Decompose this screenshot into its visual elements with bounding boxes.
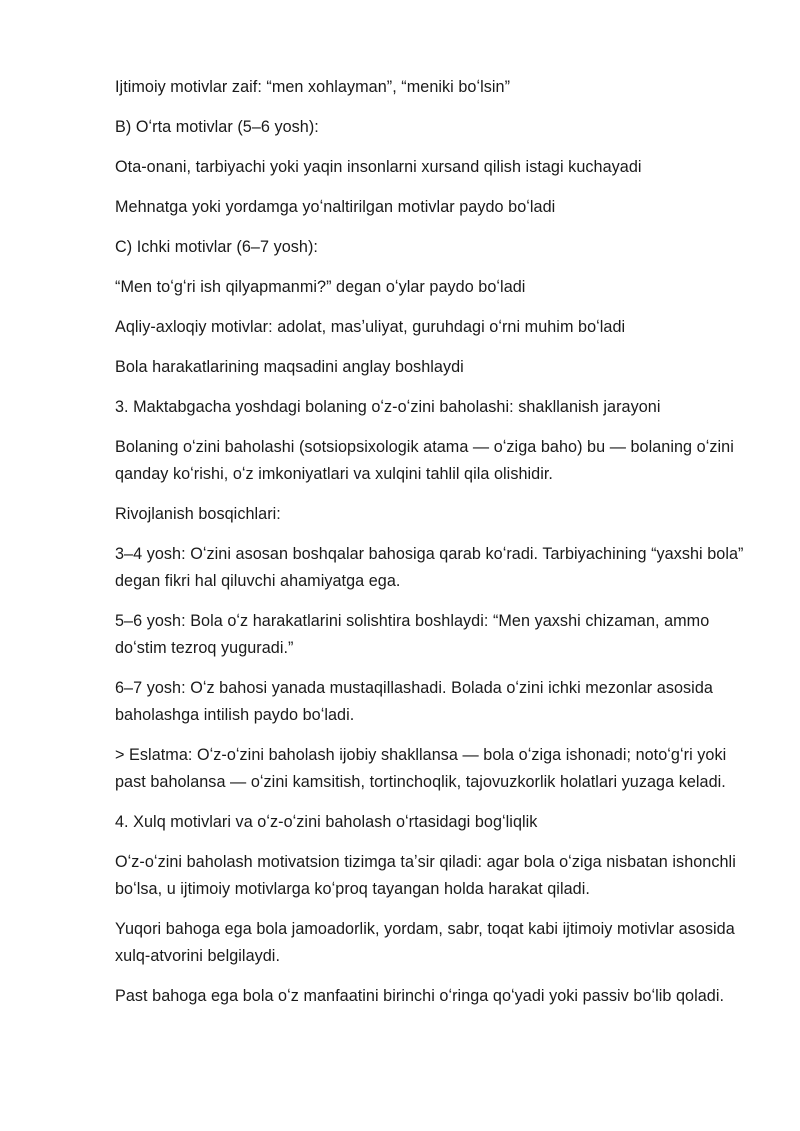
section-heading: C) Ichki motivlar (6–7 yosh): — [115, 238, 318, 256]
paragraph: Ijtimoiy motivlar zaif: “men xohlayman”, “meniki boʻlsin” — [115, 78, 511, 96]
section-heading: 3. Maktabgacha yoshdagi bolaning oʻz-oʻzini baholashi: shakllanish jarayoni — [115, 398, 661, 416]
note-paragraph: > Eslatma: Oʻz-oʻzini baholash ijobiy shakllansa — bola oʻziga ishonadi; notoʻgʻri yoki past baholansa — oʻzini kamsitish, tortinchoqlik, tajovuzkorlik holatlari yuzaga keladi. — [115, 746, 727, 791]
paragraph: 6–7 yosh: Oʻz bahosi yanada mustaqillashadi. Bolada oʻzini ichki mezonlar asosida baholashga intilish paydo boʻladi. — [115, 679, 713, 724]
section-heading: B) Oʻrta motivlar (5–6 yosh): — [115, 118, 319, 136]
paragraph: Aqliy-axloqiy motivlar: adolat, masʼuliyat, guruhdagi oʻrni muhim boʻladi — [115, 318, 626, 336]
paragraph: Mehnatga yoki yordamga yoʻnaltirilgan motivlar paydo boʻladi — [115, 198, 556, 216]
paragraph: Yuqori bahoga ega bola jamoadorlik, yordam, sabr, toqat kabi ijtimoiy motivlar asosida xulq-atvorini belgilaydi. — [115, 920, 735, 965]
paragraph: Oʻz-oʻzini baholash motivatsion tizimga taʼsir qiladi: agar bola oʻziga nisbatan ishonchli boʻlsa, u ijtimoiy motivlarga koʻproq tayangan holda harakat qiladi. — [115, 853, 736, 898]
paragraph: “Men toʻgʻri ish qilyapmanmi?” degan oʻylar paydo boʻladi — [115, 278, 526, 296]
section-heading: Rivojlanish bosqichlari: — [115, 505, 281, 523]
paragraph: Bola harakatlarining maqsadini anglay boshlaydi — [115, 358, 464, 376]
paragraph: 3–4 yosh: Oʻzini asosan boshqalar bahosiga qarab koʻradi. Tarbiyachining “yaxshi bola” degan fikri hal qiluvchi ahamiyatga ega. — [115, 545, 744, 590]
paragraph: Past bahoga ega bola oʻz manfaatini birinchi oʻringa qoʻyadi yoki passiv boʻlib qoladi. — [115, 987, 725, 1005]
paragraph: Ota-onani, tarbiyachi yoki yaqin insonlarni xursand qilish istagi kuchayadi — [115, 158, 642, 176]
paragraph: 5–6 yosh: Bola oʻz harakatlarini solishtira boshlaydi: “Men yaxshi chizaman, ammo doʻstim tezroq yuguradi.” — [115, 612, 710, 657]
paragraph: Bolaning oʻzini baholashi (sotsiopsixologik atama — oʻziga baho) bu — bolaning oʻzini qanday koʻrishi, oʻz imkoniyatlari va xulqini tahlil qila olishidir. — [115, 438, 734, 483]
section-heading: 4. Xulq motivlari va oʻz-oʻzini baholash oʻrtasidagi bogʻliqlik — [115, 813, 538, 831]
document-page — [115, 74, 755, 1023]
